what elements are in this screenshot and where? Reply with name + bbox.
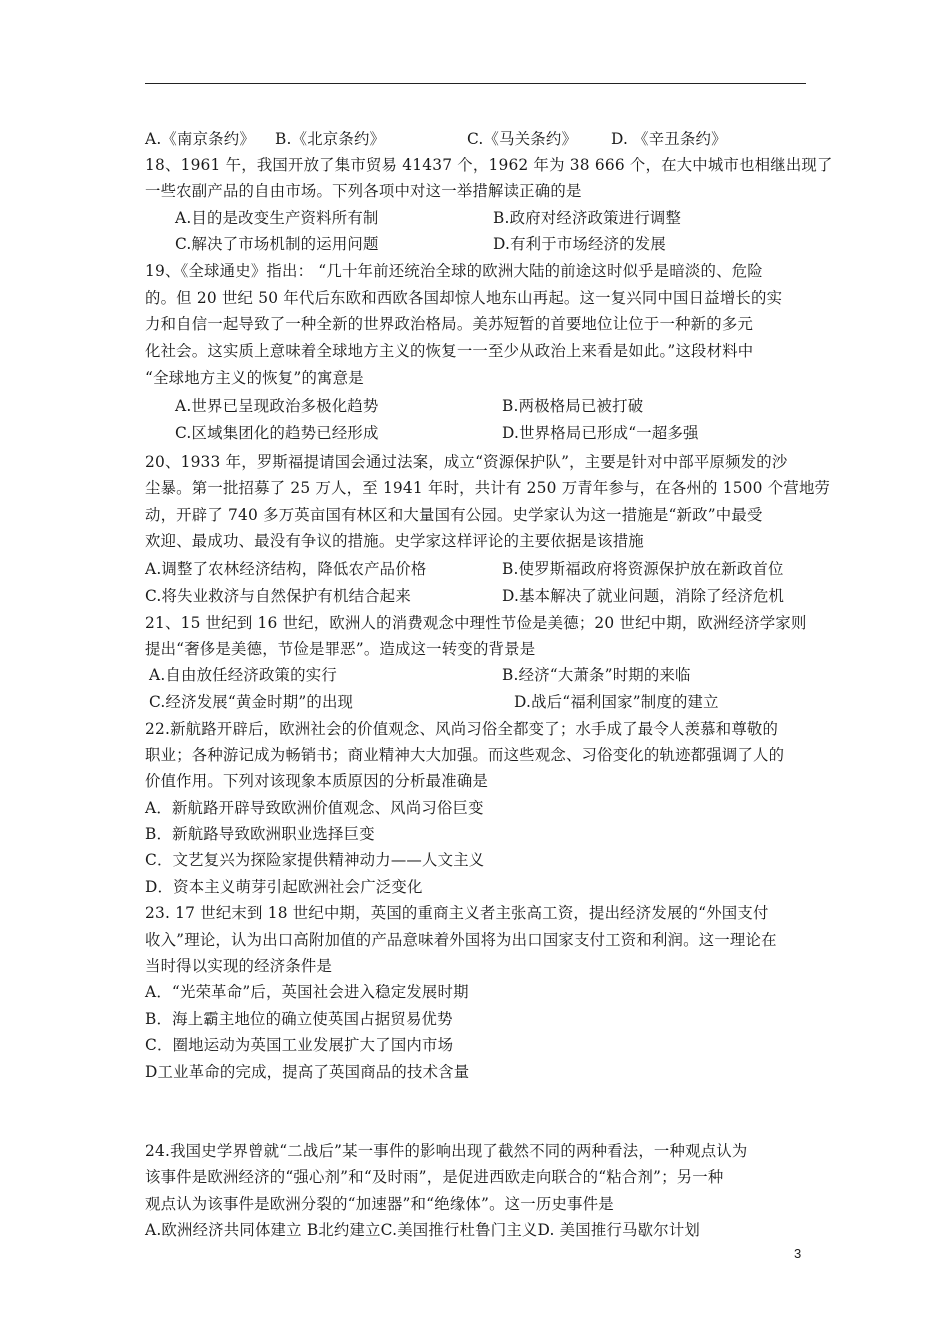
header-rule [145,83,806,84]
q19-option-a: A.世界已呈现政治多极化趋势 [175,397,379,415]
q19-stem-line: 力和自信一起导致了一种全新的世界政治格局。美苏短暂的首要地位让位于一种新的多元 [145,315,754,333]
q21-stem-line: 提出“奢侈是美德，节俭是罪恶”。造成这一转变的背景是 [145,640,536,658]
q18-option-c: C.解决了市场机制的运用问题 [175,235,379,253]
q19-option-d: D.世界格局已形成“一超多强 [502,424,699,442]
q19-stem-line: “全球地方主义的恢复”的寓意是 [145,369,364,387]
q18-stem-line: 18、1961 午，我国开放了集市贸易 41437 个，1962 年为 38 666 个，在大中城市也相继出现了 [145,156,833,174]
q24-options: A.欧洲经济共同体建立 B北约建立C.美国推行杜鲁门主义D. 美国推行马歇尔计划 [145,1221,701,1239]
q20-option-c: C.将失业救济与自然保护有机结合起来 [145,587,411,605]
q19-option-b: B.两极格局已被打破 [502,397,644,415]
q20-option-b: B.使罗斯福政府将资源保护放在新政首位 [502,560,784,578]
q18-option-a: A.目的是改变生产资料所有制 [175,209,379,227]
q19-stem-line: 19、《全球通史》指出： “几十年前还统治全球的欧洲大陆的前途这时似乎是暗淡的、危险 [145,262,763,280]
q23-stem-line: 收入”理论，认为出口高附加值的产品意味着外国将为出口国家支付工资和利润。这一理论在 [145,931,777,949]
q20-stem-line: 动，开辟了 740 多万英亩国有林区和大量国有公园。史学家认为这一措施是“新政”中最受 [145,506,763,524]
q20-option-a: A.调整了农林经济结构，降低农产品价格 [145,560,427,578]
q24-stem-line: 该事件是欧洲经济的“强心剂”和“及时雨”，是促进西欧走向联合的“粘合剂”；另一种 [145,1168,724,1186]
q19-stem-line: 化社会。这实质上意味着全球地方主义的恢复一一至少从政治上来看是如此。”这段材料中 [145,342,754,360]
q22-stem-line: 职业；各种游记成为畅销书；商业精神大大加强。而这些观念、习俗变化的轨迹都强调了人的 [145,746,785,764]
q22-option-b: B．新航路导致欧洲职业选择巨变 [145,825,375,843]
q23-option-d: D工业革命的完成，提高了英国商品的技术含量 [145,1063,470,1081]
q17-option-a: A.《南京条约》 [145,130,255,148]
page-number: 3 [794,1246,802,1261]
q24-stem-line: 观点认为该事件是欧洲分裂的“加速器”和“绝缘体”。这一历史事件是 [145,1195,614,1213]
q18-option-d: D.有利于市场经济的发展 [493,235,666,253]
q18-stem-line: 一些农副产品的自由市场。下列各项中对这一举措解读正确的是 [145,182,582,200]
q23-option-a: A．“光荣革命”后，英国社会进入稳定发展时期 [145,983,469,1001]
q18-option-b: B.政府对经济政策进行调整 [493,209,682,227]
q20-stem-line: 20、1933 年，罗斯福提请国会通过法案，成立“资源保护队”，主要是针对中部平原频发的沙 [145,453,788,471]
q22-stem-line: 22.新航路开辟后，欧洲社会的价值观念、风尚习俗全都变了；水手成了最令人羡慕和尊敬的 [145,720,779,738]
q17-option-d: D. 《辛丑条约》 [611,130,727,148]
q23-option-b: B．海上霸主地位的确立使英国占据贸易优势 [145,1010,453,1028]
q17-option-b: B.《北京条约》 [275,130,386,148]
q21-stem-line: 21、15 世纪到 16 世纪，欧洲人的消费观念中理性节俭是美德；20 世纪中期，欧洲经济学家则 [145,614,807,632]
q21-option-a: A.自由放任经济政策的实行 [149,666,337,684]
q22-option-a: A．新航路开辟导致欧洲价值观念、风尚习俗巨变 [145,799,484,817]
q21-option-b: B.经济“大萧条”时期的来临 [502,666,691,684]
q19-option-c: C.区域集团化的趋势已经形成 [175,424,379,442]
q22-stem-line: 价值作用。下列对该现象本质原因的分析最准确是 [145,772,488,790]
q22-option-d: D．资本主义萌芽引起欧洲社会广泛变化 [145,878,423,896]
q20-stem-line: 欢迎、最成功、最没有争议的措施。史学家这样评论的主要依据是该措施 [145,532,644,550]
q23-stem-line: 23. 17 世纪末到 18 世纪中期，英国的重商主义者主张高工资，提出经济发展的“外国支付 [145,904,769,922]
q23-stem-line: 当时得以实现的经济条件是 [145,957,333,975]
q20-option-d: D.基本解决了就业问题，消除了经济危机 [502,587,785,605]
q23-option-c: C．圈地运动为英国工业发展扩大了国内市场 [145,1036,454,1054]
q24-stem-line: 24.我国史学界曾就“二战后”某一事件的影响出现了截然不同的两种看法，一种观点认为 [145,1142,748,1160]
q20-stem-line: 尘暴。第一批招募了 25 万人，至 1941 年时，共计有 250 万青年参与，在各州的 1500 个营地劳 [145,479,831,497]
q17-option-c: C.《马关条约》 [467,130,578,148]
q22-option-c: C．文艺复兴为探险家提供精神动力——人文主义 [145,851,485,869]
q19-stem-line: 的。但 20 世纪 50 年代后东欧和西欧各国却惊人地东山再起。这一复兴同中国日益增长的实 [145,289,783,307]
q21-option-c: C.经济发展“黄金时期”的出现 [149,693,354,711]
q21-option-d: D.战后“福利国家”制度的建立 [514,693,719,711]
